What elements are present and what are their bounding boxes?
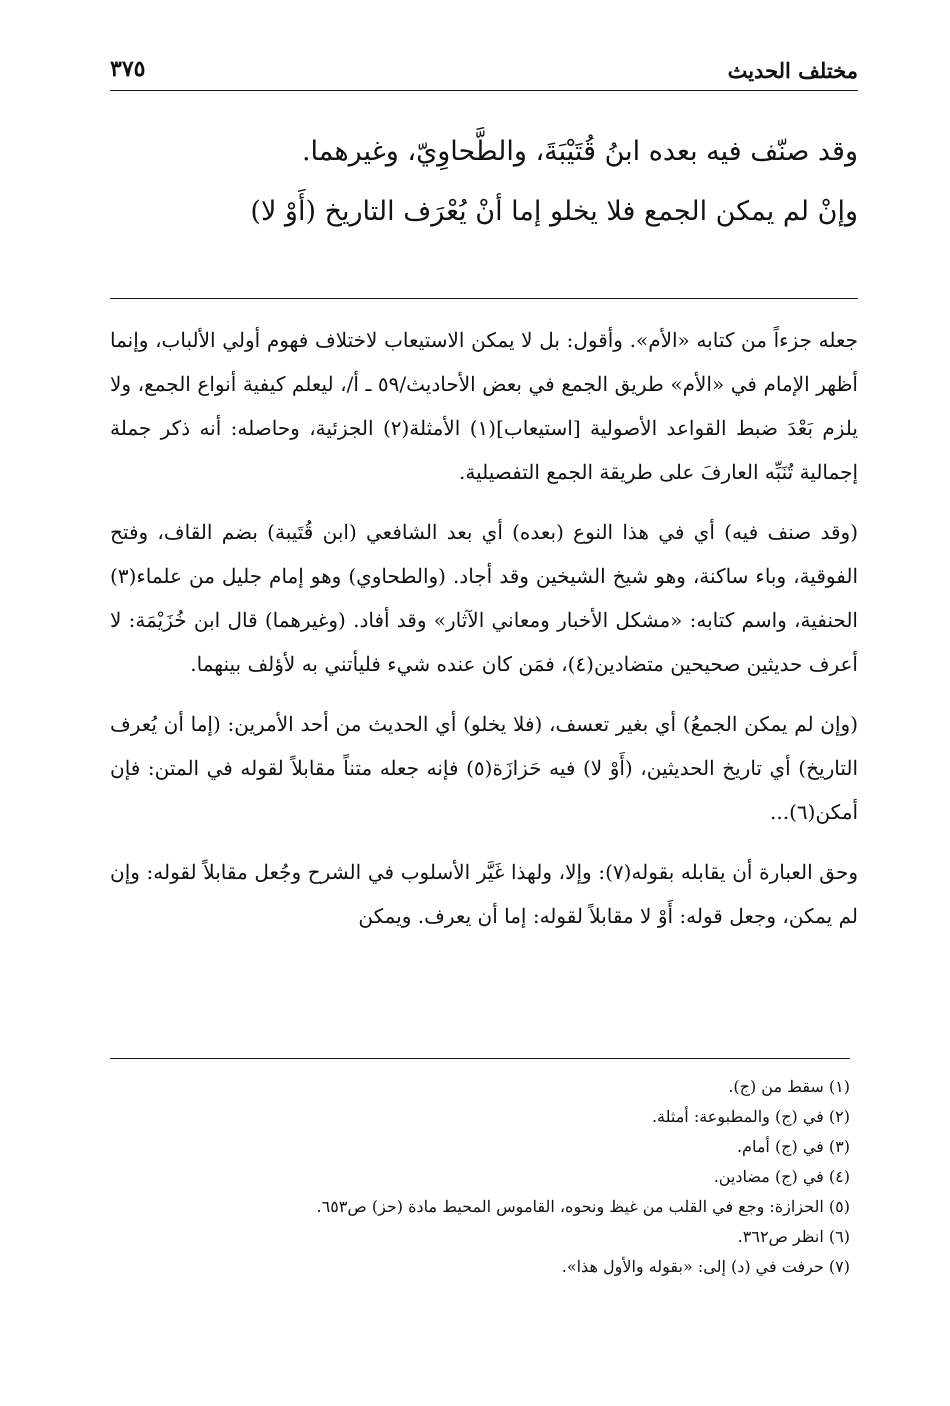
main-text-line: وقد صنّف فيه بعده ابنُ قُتَيْبَةَ، والطَّحاوِيّ، وغيرهما.	[301, 136, 858, 167]
commentary-paragraph: (وقد صنف فيه) أي في هذا النوع (بعده) أي بعد الشافعي (ابن قُتَيبة) بضم القاف، وفتح الفوقية، وباء ساكنة، وهو شيخ الشيخين وقد أجاد. (والطحاوي) وهو إمام جليل من علماء(٣) الحنفية، واسم كتابه: «مشكل الأخبار ومعاني الآثار» وقد أفاد. (وغيرهما) قال ابن خُزَيْمَة: لا أعرف حديثين صحيحين متضادين(٤)، فمَن كان عنده شيء فليأتني به لأؤلف بينهما.	[110, 520, 858, 676]
footnote-item: (٧) حرفت في (د) إلى: «بقوله والأول هذا».	[561, 1257, 850, 1276]
footnote-item: (٤) في (ج) مضادين.	[713, 1167, 850, 1186]
page-header	[110, 50, 858, 91]
commentary-divider	[110, 298, 858, 299]
commentary-paragraph: (وإن لم يمكن الجمعُ) أي بغير تعسف، (فلا يخلو) أي الحديث من أحد الأمرين: (إما أن يُعرف التاريخ) أي تاريخ الحديثين، (أَوْ لا) فيه حَزازَة(٥) فإنه جعله متناً مقابلاً لقوله في المتن: فإن أمكن(٦)...	[110, 712, 859, 824]
commentary-paragraph: وحق العبارة أن يقابله بقوله(٧): وإلا، ولهذا غَيَّر الأسلوب في الشرح وجُعل مقابلاً لقوله: وإن لم يمكن، وجعل قوله: أَوْ لا مقابلاً لقوله: إما أن يعرف. ويمكن	[110, 860, 858, 928]
commentary-section	[110, 318, 858, 954]
footnote-item: (٥) الحزازة: وجع في القلب من غيظ ونحوه، القاموس المحيط مادة (حز) ص٦٥٣.	[316, 1197, 850, 1216]
main-text	[110, 138, 858, 257]
footnote-item: (٢) في (ج) والمطبوعة: أمثلة.	[651, 1107, 850, 1126]
page-number: ٣٧٥	[110, 56, 146, 82]
main-text-line: وإنْ لم يمكن الجمع فلا يخلو إما أنْ يُعْرَف التاريخ (أَوْ لا)	[250, 195, 858, 227]
footnote-item: (٣) في (ج) أمام.	[736, 1137, 850, 1156]
footnote-item: (٦) انظر ص٣٦٢.	[737, 1227, 850, 1246]
commentary-paragraph: جعله جزءاً من كتابه «الأم». وأقول: بل لا يمكن الاستيعاب لاختلاف فهوم أولي الألباب، وإنما أظهر الإمام في «الأم» طريق الجمع في بعض الأحاديث/٥٩ ـ أ/، ليعلم كيفية أنواع الجمع، ولا يلزم بَعْدَ ضبط القواعد الأصولية [استيعاب](١) الأمثلة(٢) الجزئية، وحاصله: أنه ذكر جملة إجمالية تُنَبِّه العارفَ على طريقة الجمع التفصيلية.	[110, 328, 858, 484]
footnote-item: (١) سقط من (ج).	[728, 1077, 850, 1096]
footnote-divider	[110, 1058, 850, 1059]
running-title: مختلف الحديث	[727, 58, 858, 83]
footnotes-list	[110, 1072, 850, 1282]
